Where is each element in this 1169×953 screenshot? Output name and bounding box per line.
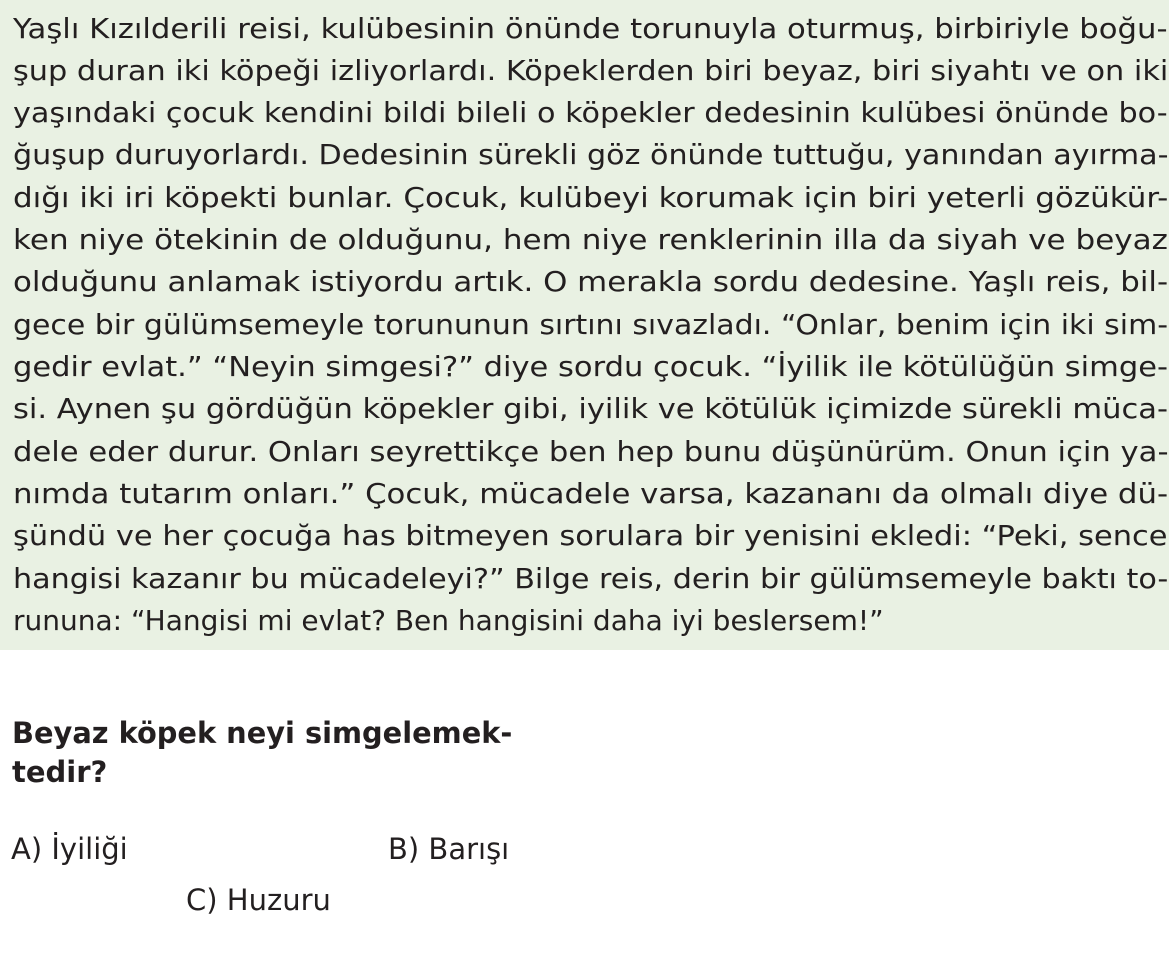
option-a[interactable]: A) İyiliği: [11, 832, 128, 866]
passage-line: gece bir gülümsemeyle torununun sırtını sıvazladı. “Onlar, benim için iki sim-: [13, 308, 1169, 341]
passage-line: dele eder durur. Onları seyrettikçe ben hep bunu düşünürüm. Onun için ya-: [13, 435, 1169, 468]
passage-line: şündü ve her çocuğa has bitmeyen sorulara bir yenisini ekledi: “Peki, sence: [13, 519, 1168, 552]
passage-line: ğuşup duruyorlardı. Dedesinin sürekli göz önünde tuttuğu, yanından ayırma-: [13, 138, 1169, 171]
passage-line: yaşındaki çocuk kendini bildi bileli o köpekler dedesinin kulübesi önünde bo-: [13, 96, 1168, 129]
passage-line: olduğunu anlamak istiyordu artık. O merakla sordu dedesine. Yaşlı reis, bil-: [13, 265, 1169, 298]
question-text-line-2: tedir?: [12, 755, 108, 789]
option-b[interactable]: B) Barışı: [388, 832, 510, 866]
passage-line: hangisi kazanır bu mücadeleyi?” Bilge reis, derin bir gülümsemeyle baktı to-: [13, 562, 1169, 595]
question-text-line-1: Beyaz köpek neyi simgelemek-: [12, 716, 513, 750]
option-c[interactable]: C) Huzuru: [186, 883, 331, 917]
passage-line: nımda tutarım onları.” Çocuk, mücadele varsa, kazananı da olmalı diye dü-: [13, 477, 1169, 510]
passage-line: si. Aynen şu gördüğün köpekler gibi, iyilik ve kötülük içimizde sürekli müca-: [13, 392, 1168, 425]
passage-line: şup duran iki köpeği izliyorlardı. Köpeklerden biri beyaz, biri siyahtı ve on iki: [13, 54, 1169, 87]
passage-line: Yaşlı Kızılderili reisi, kulübesinin önünde torunuyla oturmuş, birbiriyle boğu-: [13, 12, 1168, 45]
passage-line: rununa: “Hangisi mi evlat? Ben hangisini daha iyi beslersem!”: [13, 604, 884, 637]
passage-line: gedir evlat.” “Neyin simgesi?” diye sordu çocuk. “İyilik ile kötülüğün simge-: [13, 350, 1169, 383]
passage-line: dığı iki iri köpekti bunlar. Çocuk, kulübeyi korumak için biri yeterli gözükür-: [13, 181, 1169, 214]
passage-line: ken niye ötekinin de olduğunu, hem niye renklerinin illa da siyah ve beyaz: [13, 223, 1168, 256]
